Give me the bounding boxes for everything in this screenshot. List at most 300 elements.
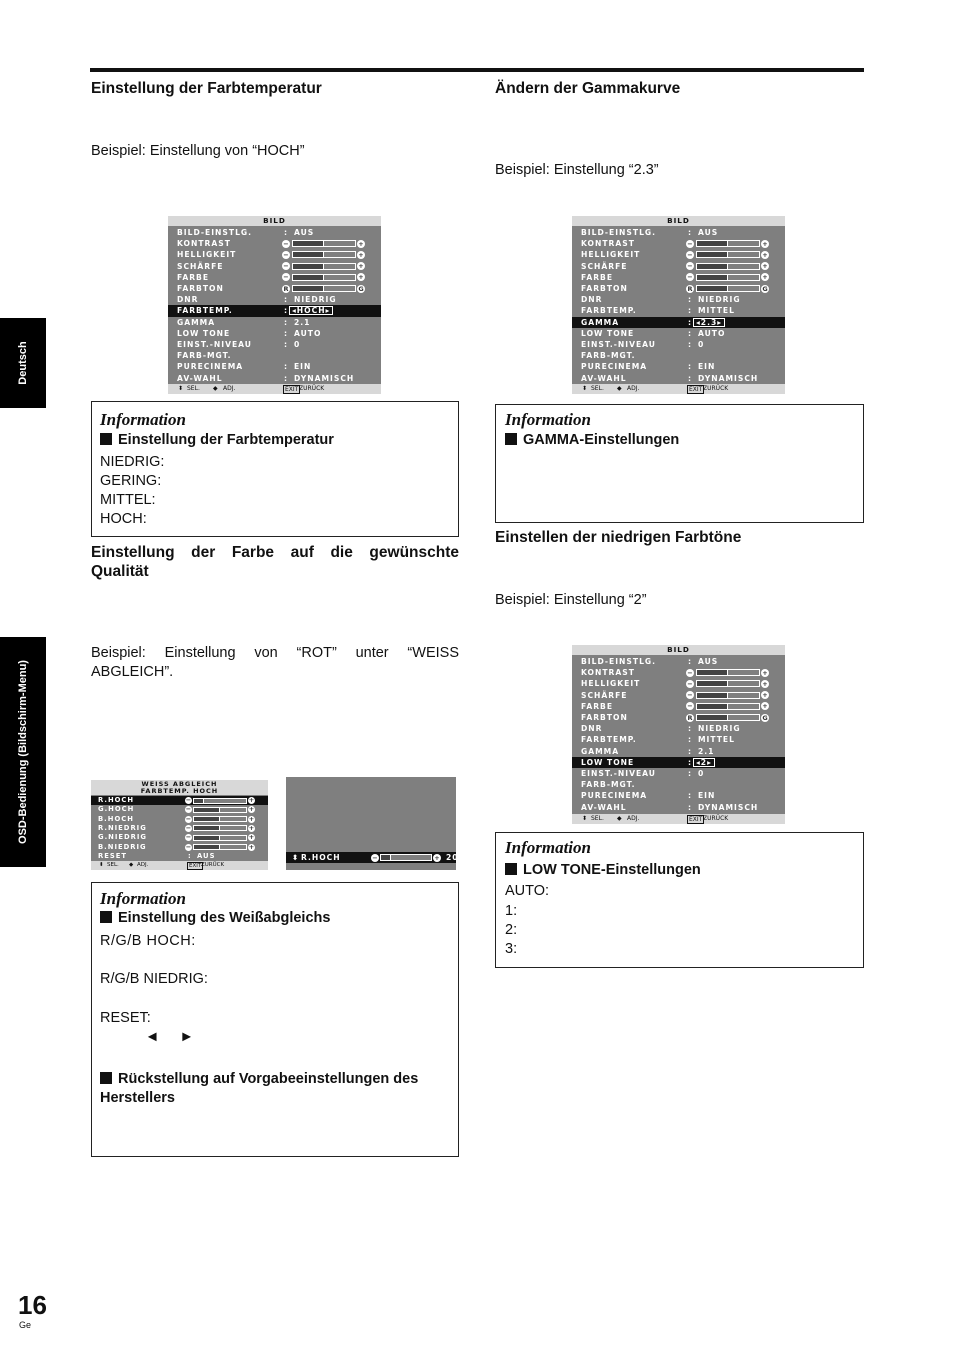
osd-row-label: FARB-MGT.	[581, 780, 636, 790]
osd-footer	[572, 384, 785, 394]
osd-slider-bar	[292, 240, 356, 247]
osd-row-label: FARBTEMP.	[581, 306, 637, 316]
plus-icon: +	[762, 668, 768, 677]
osd-slider-bar	[696, 251, 760, 258]
osd-slider-fill	[293, 241, 324, 246]
page-language-code: Ge	[19, 1320, 32, 1330]
osd-row	[572, 746, 785, 757]
g-icon: G	[762, 713, 768, 722]
osd-slider-fill	[697, 241, 728, 246]
osd-row	[572, 656, 785, 667]
osd-colon: :	[284, 228, 289, 237]
osd-row-value: NIEDRIG	[698, 724, 741, 734]
minus-icon: −	[283, 273, 289, 282]
osd-slider-fill	[697, 681, 728, 686]
osd-row-label: KONTRAST	[581, 239, 635, 249]
arrow-left-right-icon: ◄ ►	[145, 1029, 194, 1045]
osd-slider-bar	[696, 669, 760, 676]
info-subtitle	[505, 862, 701, 878]
osd-colon: :	[688, 724, 693, 734]
osd-row	[572, 238, 785, 249]
osd-slider-bar	[696, 274, 760, 281]
osd-wb-slider-fill	[194, 836, 220, 840]
example-low-tone: Beispiel: Einstellung “2”	[495, 592, 647, 608]
heading-color-temperature: Einstellung der Farbtemperatur	[91, 80, 322, 97]
up-down-icon: ⬍	[178, 385, 184, 392]
info-subtitle-text: LOW TONE-Einstellungen	[523, 862, 701, 878]
plus-icon: +	[248, 823, 255, 832]
osd-row	[572, 768, 785, 779]
osd-menu-bild-farbtemp	[168, 216, 381, 394]
osd-row	[572, 249, 785, 260]
osd-menu-weiss-abgleich	[91, 780, 268, 870]
osd-row	[572, 678, 785, 689]
info-subtitle	[505, 432, 679, 448]
osd-row	[168, 261, 381, 272]
osd-wb-slider-bar	[193, 844, 247, 850]
info-box-gamma	[495, 404, 864, 523]
osd-row	[168, 350, 381, 361]
osd-row	[572, 361, 785, 372]
osd-value-selector: ◂HOCH▸	[289, 306, 333, 315]
r-icon: R	[283, 284, 289, 293]
minus-icon: −	[687, 668, 693, 677]
info-title: Information	[100, 889, 186, 908]
osd-row-label: PURECINEMA	[177, 362, 244, 372]
osd-slider-bar	[696, 703, 760, 710]
osd-row-label: FARBE	[177, 272, 210, 282]
osd-row-label: BILD-EINSTLG.	[581, 657, 657, 666]
osd-row	[572, 227, 785, 238]
info-title: Information	[505, 410, 591, 429]
side-tab-language-label: Deutsch	[17, 341, 29, 385]
osd-wb-slider-fill	[194, 845, 220, 849]
info-subtitle	[100, 432, 334, 448]
minus-icon: −	[185, 833, 192, 842]
minus-icon: −	[185, 805, 192, 814]
osd-slider-fill	[697, 670, 728, 675]
osd-row	[572, 272, 785, 283]
osd-row-label: EINST.-NIVEAU	[581, 340, 656, 349]
bullet-square-icon	[100, 911, 112, 923]
osd-colon: :	[688, 340, 693, 349]
osd-wb-row	[91, 833, 268, 842]
info-box-white-balance	[91, 882, 459, 1157]
footer-back-label: ZURÜCK	[201, 862, 225, 868]
osd-menu-bild-gamma	[572, 216, 785, 394]
minus-icon: −	[687, 250, 693, 259]
plus-icon: +	[762, 250, 768, 259]
bullet-square-icon	[100, 433, 112, 445]
osd-row	[572, 373, 785, 384]
osd-row	[572, 723, 785, 734]
osd-row-label: AV-WAHL	[581, 373, 627, 383]
osd-row	[168, 373, 381, 384]
osd-slider-bar	[696, 714, 760, 721]
osd-row-value: AUTO	[698, 328, 726, 338]
osd-row-label: FARBTEMP.	[581, 735, 637, 745]
osd-row-label: HELLIGKEIT	[581, 250, 641, 260]
info-title: Information	[505, 838, 591, 857]
osd-wb-row-label: B.HOCH	[98, 814, 134, 823]
minus-icon: −	[687, 239, 693, 248]
osd-row-label: EINST.-NIVEAU	[581, 769, 656, 778]
bullet-square-icon	[505, 433, 517, 445]
osd-row-value: AUS	[698, 228, 719, 237]
osd-row	[572, 294, 785, 305]
osd-row-label: AV-WAHL	[581, 802, 627, 812]
minus-icon: −	[687, 273, 693, 282]
side-tab-section	[0, 637, 46, 867]
osd-wb-slider-fill	[194, 799, 204, 803]
footer-adj-label: ADJ.	[137, 862, 149, 868]
osd-colon: :	[188, 851, 192, 860]
plus-icon: +	[248, 814, 255, 823]
osd-wb-row-label: B.NIEDRIG	[98, 842, 147, 851]
info-line: 1:	[505, 903, 518, 919]
osd-single-label: R.HOCH	[301, 853, 341, 862]
plus-icon: +	[248, 842, 255, 851]
up-down-icon: ⬍	[292, 853, 300, 862]
osd-row	[168, 361, 381, 372]
footer-back-label: ZURÜCK	[299, 385, 325, 392]
osd-slider-bar	[696, 285, 760, 292]
osd-row-label: PURECINEMA	[581, 791, 648, 801]
osd-colon: :	[688, 317, 693, 327]
osd-row	[572, 802, 785, 813]
info-box-low-tone	[495, 832, 864, 968]
osd-wb-row-label: G.NIEDRIG	[98, 833, 148, 842]
footer-exit-label: EXIT	[689, 386, 703, 393]
osd-row	[572, 317, 785, 328]
osd-colon: :	[688, 373, 693, 383]
osd-row	[572, 328, 785, 339]
minus-icon: −	[283, 250, 289, 259]
plus-icon: +	[358, 239, 364, 248]
osd-colon: :	[284, 317, 289, 327]
osd-wb-reset-value: AUS	[197, 851, 216, 860]
osd-wb-title-line1: WEISS ABGLEICH	[141, 780, 218, 788]
info-line: 3:	[505, 941, 518, 957]
osd-colon: :	[284, 295, 289, 305]
top-rule	[90, 68, 864, 72]
footer-sel-label: SEL.	[591, 815, 604, 822]
osd-menu-bild-low-tone	[572, 645, 785, 824]
osd-wb-slider-fill	[194, 808, 220, 812]
osd-value-selector: ◂2▸	[693, 758, 715, 767]
osd-colon: :	[688, 757, 693, 767]
footer-exit-label: EXIT	[285, 386, 299, 393]
osd-row	[168, 305, 381, 316]
osd-wb-row	[91, 805, 268, 814]
info-line: RESET:	[100, 1010, 151, 1026]
osd-value-selector: ◂2.3▸	[693, 318, 725, 327]
osd-row-value: EIN	[294, 362, 312, 372]
osd-row-label: BILD-EINSTLG.	[581, 228, 657, 237]
osd-colon: :	[688, 228, 693, 237]
osd-wb-slider-bar	[193, 798, 247, 804]
osd-row-value: NIEDRIG	[698, 295, 741, 305]
plus-icon: +	[762, 679, 768, 688]
osd-single-row	[286, 852, 459, 863]
osd-single-slider-fill	[381, 855, 391, 860]
osd-wb-row-label: G.HOCH	[98, 805, 135, 814]
plus-icon: +	[248, 805, 255, 814]
osd-row-label: LOW TONE	[581, 328, 635, 338]
osd-row-label: SCHÄRFE	[581, 261, 628, 271]
osd-wb-slider-bar	[193, 825, 247, 831]
osd-colon: :	[284, 328, 289, 338]
osd-slider-fill	[697, 252, 728, 257]
osd-row-label: PURECINEMA	[581, 362, 648, 372]
osd-row-value: AUTO	[294, 328, 322, 338]
osd-row-value: DYNAMISCH	[294, 373, 355, 383]
osd-colon: :	[688, 657, 693, 666]
osd-wb-title	[91, 780, 268, 795]
minus-icon: −	[185, 823, 192, 832]
osd-row-label: DNR	[581, 295, 603, 305]
osd-row-value: AUS	[294, 228, 315, 237]
osd-wb-title-line2: FARBTEMP. HOCH	[140, 787, 219, 795]
osd-colon: :	[688, 746, 693, 756]
osd-wb-row	[91, 824, 268, 833]
info-title: Information	[100, 410, 186, 429]
r-icon: R	[687, 713, 693, 722]
osd-row	[572, 261, 785, 272]
footer-exit-label: EXIT	[189, 863, 202, 869]
left-right-icon: ◆	[213, 385, 218, 392]
minus-icon: −	[185, 814, 192, 823]
osd-row-label: KONTRAST	[177, 239, 231, 249]
r-icon: R	[687, 284, 693, 293]
osd-row-value: MITTEL	[698, 735, 735, 745]
osd-row-value: 0	[294, 340, 301, 349]
info-line: R/G/B NIEDRIG:	[100, 971, 208, 987]
example-color-temperature: Beispiel: Einstellung von “HOCH”	[91, 143, 305, 159]
osd-wb-row	[91, 815, 268, 824]
osd-row-label: FARBTEMP.	[177, 306, 233, 316]
info-line: GERING:	[100, 473, 162, 489]
osd-row-label: FARBE	[581, 272, 614, 282]
minus-icon: −	[372, 853, 378, 862]
footer-back-label: ZURÜCK	[703, 815, 729, 822]
osd-colon: :	[688, 735, 693, 745]
osd-colon: :	[284, 362, 289, 372]
osd-colon: :	[688, 769, 693, 778]
osd-wb-slider-bar	[193, 816, 247, 822]
osd-row-value: DYNAMISCH	[698, 373, 759, 383]
osd-row	[572, 757, 785, 768]
osd-row-label: FARBTON	[581, 713, 628, 722]
osd-row	[168, 339, 381, 350]
osd-row-value: 0	[698, 340, 705, 349]
plus-icon: +	[762, 702, 768, 711]
plus-icon: +	[762, 239, 768, 248]
osd-row-label: LOW TONE	[177, 328, 231, 338]
heading-gamma-curve: Ändern der Gammakurve	[495, 80, 681, 97]
osd-wb-row-label: R.HOCH	[98, 796, 135, 804]
osd-single-slider-bar	[380, 854, 432, 861]
osd-slider-fill	[697, 286, 728, 291]
up-down-icon: ⬍	[582, 815, 588, 822]
osd-row	[572, 305, 785, 316]
side-tab-section-label: OSD-Bedienung (Bildschirm-Menu)	[17, 660, 29, 844]
heading-color-quality: Einstellung der Farbe auf die gewünschte Qualität	[91, 544, 459, 580]
osd-wb-row-label: R.NIEDRIG	[98, 823, 147, 832]
osd-row-label: FARBTON	[581, 284, 628, 293]
side-tab-language	[0, 318, 46, 408]
info-line: 2:	[505, 922, 518, 938]
plus-icon: +	[248, 833, 255, 842]
minus-icon: −	[283, 262, 289, 271]
osd-slider-bar	[696, 263, 760, 270]
osd-row	[572, 350, 785, 361]
osd-slider-bar	[292, 251, 356, 258]
footer-sel-label: SEL.	[107, 862, 119, 868]
osd-row-value: NIEDRIG	[294, 295, 337, 305]
osd-colon: :	[284, 340, 289, 349]
osd-wb-slider-bar	[193, 807, 247, 813]
osd-wb-slider-bar	[193, 835, 247, 841]
plus-icon: +	[358, 250, 364, 259]
footer-adj-label: ADJ.	[223, 385, 236, 392]
osd-row-label: BILD-EINSTLG.	[177, 228, 253, 237]
osd-row	[572, 712, 785, 723]
osd-row-label: AV-WAHL	[177, 373, 223, 383]
osd-colon: :	[284, 306, 289, 316]
osd-colon: :	[284, 373, 289, 383]
osd-slider-fill	[293, 286, 324, 291]
info-line: AUTO:	[505, 883, 550, 899]
minus-icon: −	[687, 679, 693, 688]
g-icon: G	[762, 284, 768, 293]
osd-row-label: DNR	[177, 295, 199, 305]
footer-sel-label: SEL.	[187, 385, 200, 392]
osd-slider-fill	[697, 704, 728, 709]
plus-icon: +	[248, 796, 255, 804]
minus-icon: −	[687, 262, 693, 271]
left-right-icon: ◆	[129, 862, 134, 868]
osd-title: BILD	[572, 645, 785, 655]
osd-row-value: DYNAMISCH	[698, 802, 759, 812]
plus-icon: +	[762, 273, 768, 282]
g-icon: G	[358, 284, 364, 293]
osd-row-label: SCHÄRFE	[581, 690, 628, 700]
info-subtitle	[100, 910, 330, 926]
left-right-icon: ◆	[617, 815, 622, 822]
osd-row	[572, 283, 785, 294]
osd-row-value: EIN	[698, 362, 716, 372]
footer-adj-label: ADJ.	[627, 815, 640, 822]
osd-row	[168, 294, 381, 305]
osd-colon: :	[688, 328, 693, 338]
osd-slider-bar	[292, 263, 356, 270]
osd-row-value: MITTEL	[698, 306, 735, 316]
plus-icon: +	[434, 853, 440, 862]
bullet-square-icon	[100, 1072, 112, 1084]
osd-wb-slider-fill	[194, 817, 220, 821]
minus-icon: −	[687, 702, 693, 711]
osd-row	[168, 238, 381, 249]
osd-row-value: AUS	[698, 657, 719, 666]
example-white-balance: Beispiel: Einstellung von “ROT” unter “WEISS ABGLEICH”.	[91, 645, 459, 680]
osd-row-label: GAMMA	[581, 746, 620, 756]
osd-row-label: HELLIGKEIT	[581, 679, 641, 689]
osd-slider-bar	[696, 240, 760, 247]
osd-row-label: FARB-MGT.	[581, 351, 636, 361]
heading-low-tone: Einstellen der niedrigen Farbtöne	[495, 529, 742, 546]
osd-footer	[168, 384, 381, 394]
osd-slider-bar	[292, 285, 356, 292]
osd-row	[168, 249, 381, 260]
osd-row	[168, 317, 381, 328]
plus-icon: +	[762, 262, 768, 271]
osd-row	[572, 667, 785, 678]
osd-row-label: FARBE	[581, 701, 614, 711]
osd-colon: :	[688, 306, 693, 316]
osd-slider-fill	[697, 715, 728, 720]
osd-slider-fill	[697, 275, 728, 280]
osd-wb-row	[91, 852, 268, 861]
osd-single-slider-r-hoch	[286, 777, 459, 870]
osd-wb-row	[91, 843, 268, 852]
osd-colon: :	[688, 295, 693, 305]
osd-slider-bar	[696, 680, 760, 687]
osd-colon: :	[688, 791, 693, 801]
osd-row-label: DNR	[581, 724, 603, 734]
plus-icon: +	[358, 262, 364, 271]
osd-row-label: SCHÄRFE	[177, 261, 224, 271]
osd-slider-fill	[293, 275, 324, 280]
info-line: MITTEL:	[100, 492, 156, 508]
osd-row-label: FARBTON	[177, 284, 224, 293]
osd-row-value: 0	[698, 769, 705, 778]
osd-row-label: KONTRAST	[581, 668, 635, 678]
osd-row-label: FARB-MGT.	[177, 351, 232, 361]
osd-row	[168, 328, 381, 339]
osd-row	[572, 779, 785, 790]
osd-slider-bar	[696, 692, 760, 699]
info-line: NIEDRIG:	[100, 454, 165, 470]
info-subtitle-text: Rückstellung auf Vorgabeeinstellungen des Herstellers	[100, 1071, 419, 1106]
minus-icon: −	[283, 239, 289, 248]
osd-title: BILD	[572, 216, 785, 226]
osd-row-label: GAMMA	[177, 317, 216, 327]
up-down-icon: ⬍	[582, 385, 588, 392]
osd-row-value: 2.1	[698, 746, 715, 756]
footer-sel-label: SEL.	[591, 385, 604, 392]
info-line: HOCH:	[100, 511, 147, 527]
osd-slider-fill	[697, 693, 728, 698]
osd-row	[168, 272, 381, 283]
minus-icon: −	[185, 796, 192, 804]
osd-row-label: EINST.-NIVEAU	[177, 340, 252, 349]
minus-icon: −	[185, 842, 192, 851]
osd-title: BILD	[168, 216, 381, 226]
osd-wb-row-label: RESET	[98, 851, 128, 860]
osd-row	[572, 339, 785, 350]
info-subtitle-text: Einstellung der Farbtemperatur	[118, 432, 334, 448]
osd-wb-row	[91, 796, 268, 805]
osd-colon: :	[688, 802, 693, 812]
osd-row-value: 2.1	[294, 317, 311, 327]
osd-slider-fill	[697, 264, 728, 269]
osd-wb-slider-fill	[194, 826, 220, 830]
example-gamma: Beispiel: Einstellung “2.3”	[495, 162, 659, 178]
info-box-color-temperature	[91, 401, 459, 537]
info-subtitle-factory-reset	[100, 1070, 455, 1108]
osd-row	[572, 734, 785, 745]
